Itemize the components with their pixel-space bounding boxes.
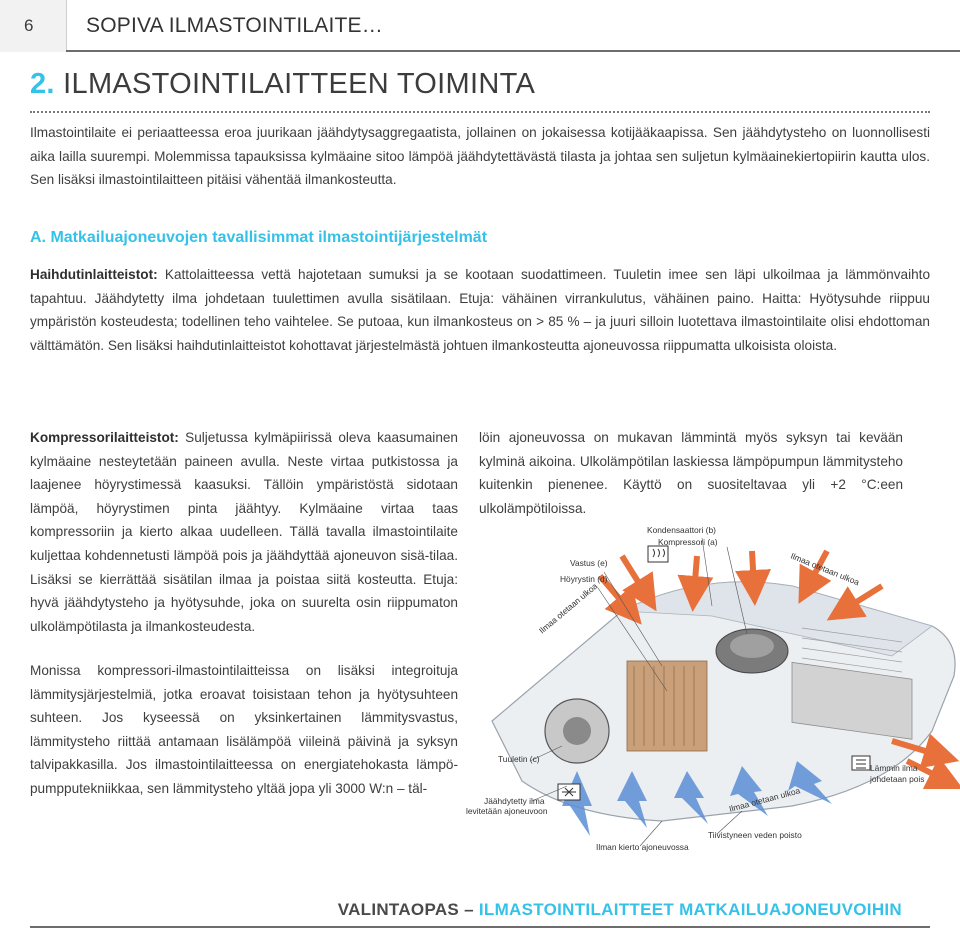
label-warm-air-2: johdetaan pois: [870, 774, 925, 784]
section-number: 2.: [30, 68, 55, 100]
page-number: 6: [0, 0, 66, 52]
header-title: SOPIVA ILMASTOINTILAITE…: [86, 14, 383, 37]
dotted-divider: [30, 111, 930, 113]
blower-hub: [563, 717, 591, 745]
subheading: A. Matkailuajoneuvojen tavallisimmat ilmastointijärjestelmät: [30, 229, 488, 246]
section-title-text: ILMASTOINTILAITTEEN TOIMINTA: [63, 68, 536, 100]
label-intake-bottom: Ilmaa otetaan ulkoa: [727, 785, 802, 814]
header-separator: [66, 0, 67, 52]
label-cooled-air-2: levitetään ajoneuvoon: [466, 806, 548, 816]
compressor-text: Suljetussa kylmäpiirissä oleva kaasumainen kylmäaine nesteytetään paineen avulla. Neste virtaa putkistossa ja laajenee höyrystimessä kaasuksi. Tällöin ympäristöstä sidotaan lämpöä, höyrystimen pinta jäähtyy. Kylmäaine virtaa taas kompressoriin ja kierto alkaa uudelleen. Tällä tavalla ilmastointilaite kuljettaa kohdennetusti lämpöä pois ja jäähdyttää ajoneuvon sisä-tilaa. Lisäksi se kierrättää sisätilan ilmaa ja poistaa siitä kosteutta. Etuja: hyvä jäähdytysteho ja hyötysuhde, joka on suurelta osin riippumaton ulkolämpötilasta ja ilmankosteudesta.: [30, 430, 458, 634]
label-evaporator: Höyrystin (d): [560, 574, 608, 584]
label-air-circulation: Ilman kierto ajoneuvossa: [596, 842, 689, 852]
compressor-term: Kompressorilaitteistot:: [30, 430, 179, 445]
footer-text-dark: VALINTAOPAS –: [337, 900, 474, 919]
page-header: [0, 0, 960, 52]
footer-rule: [30, 926, 930, 928]
right-column-paragraph: löin ajoneuvossa on mukavan lämmintä myös syksyn tai kevään kylminä aikoina. Ulkolämpötilan laskiessa lämpöpumpun lämmitysteho kuitenkin pienenee. Käyttö on suositeltavaa yli +2 °C:een ulkolämpötiloissa.: [479, 430, 903, 516]
page-footer: [0, 895, 960, 935]
evaporator-coil: [627, 661, 707, 751]
label-compressor: Kompressori (a): [658, 537, 718, 547]
diagram-svg: [462, 516, 960, 868]
air-conditioner-diagram: [462, 516, 960, 868]
evaporative-text: Kattolaitteessa vettä hajotetaan sumuksi ja se kootaan suodattimeen. Tuuletin imee sen läpi ulkoilmaa ja lämmönvaihto tapahtuu. Jäähdytetty ilma johdetaan tuulettimen avulla sisätilaan. Etuja: vähäinen virrankulutus, vähäinen paino. Haitta: Hyötysuhde riippuu ympäristön kosteudesta; todellinen teho vaihtelee. Se putoaa, kun ilmankosteus on > 85 % – ja juuri silloin luotettava ilmastointilaite olisi ehdottoman välttämätön. Sen lisäksi haihdutinlaitteistot kohottavat järjestelmästä johtuen ilmankosteutta ajoneuvossa riippumatta ulkoisista oloista.: [30, 267, 930, 353]
heating-paragraph: Monissa kompressori-ilmastointilaitteissa on lisäksi integroituja lämmitysjärjestelmiä, jotka eroavat toisistaan tehon ja hyötysuhteen suhteen. Jos kyseessä on yksinkertainen lämmitysvastus, lämmitysteho riittää antamaan lisälämpöä viileinä päivinä ja syksyn talvipakkasilla. Jos ilmastointilaitteessa on energiatehokasta lämpöpumpputekniikkaa, sen lämmitysteho yltää jopa yli 3000 W:n – täl-: [30, 663, 458, 796]
label-warm-air-1: Lämmin ilma: [870, 763, 918, 773]
evaporative-paragraph: [30, 263, 930, 357]
header-rule: [66, 50, 960, 52]
label-cooled-air-1: Jäähdytetty ilma: [484, 796, 545, 806]
footer-text-cyan: ILMASTOINTILAITTEET MATKAILUAJONEUVOIHIN: [478, 900, 902, 919]
label-fan: Tuuletin (c): [498, 754, 540, 764]
exhaust-icon: [852, 756, 870, 770]
label-resistor: Vastus (e): [570, 558, 608, 568]
label-intake-right: Ilmaa otetaan ulkoa: [789, 550, 861, 588]
label-intake-left: Ilmaa otetaan ulkoa: [536, 580, 600, 636]
footer-text: [338, 900, 902, 920]
heat-icon: [648, 546, 668, 562]
evaporative-term: Haihdutinlaitteistot:: [30, 267, 158, 282]
compressor-top: [730, 634, 774, 658]
label-condensate: Tiivistyneen veden poisto: [708, 830, 802, 840]
section-title: [30, 68, 535, 101]
intro-paragraph: Ilmastointilaite ei periaatteessa eroa juurikaan jäähdytysaggregaatista, jollainen on jokaisessa kotijääkaapissa. Sen jäähdytysteho on luonnollisesti aika lailla suurempi. Molemmissa tapauksissa kylmäaine sitoo lämpöä jäähdytettävästä tilasta ja johtaa sen suljetun kylmäainekiertopiirin kautta ulos. Sen lisäksi ilmastointilaitteen pitäisi vähentää ilmankosteutta.: [30, 125, 930, 188]
cool-icon: [558, 784, 580, 800]
compressor-paragraph: [30, 426, 458, 638]
label-condenser: Kondensaattori (b): [647, 525, 716, 535]
